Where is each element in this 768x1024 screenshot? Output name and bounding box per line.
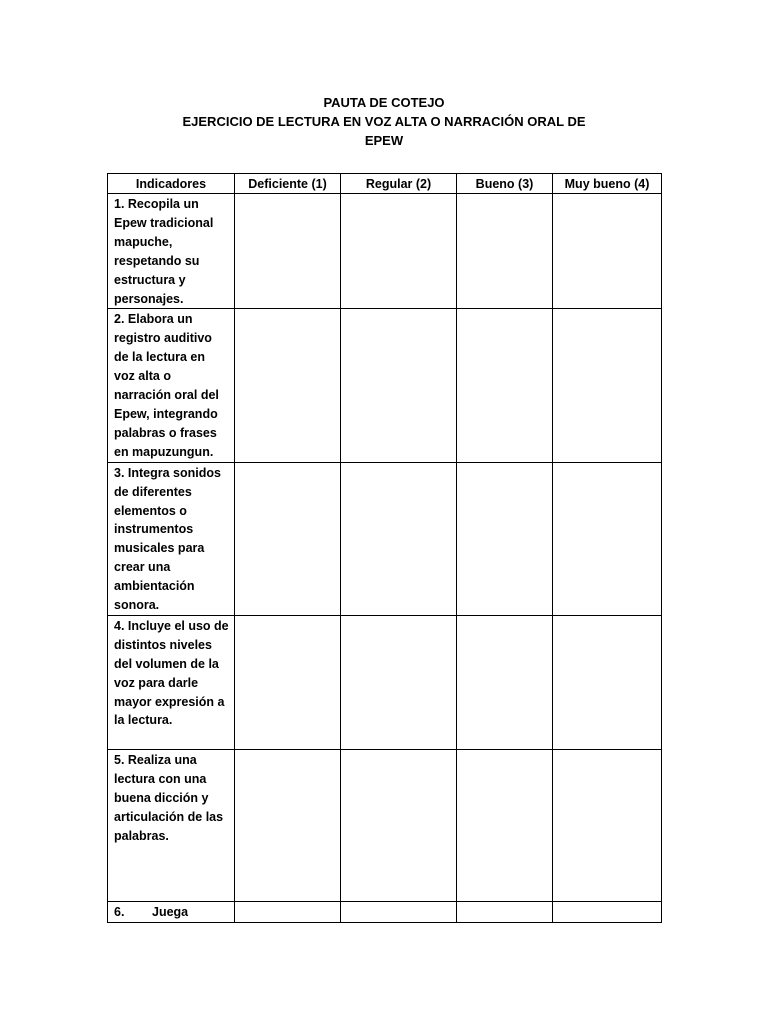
score-cell xyxy=(235,194,341,309)
table-row xyxy=(108,309,662,462)
score-cell xyxy=(457,462,553,615)
score-cell xyxy=(341,194,457,309)
score-cell xyxy=(553,309,662,462)
indicator-cell: 2. Elabora un registro auditivo de la lectura en voz alta o narración oral del Epew, integrando palabras o frases en mapuzungun. xyxy=(108,309,235,462)
title-line-2: EJERCICIO DE LECTURA EN VOZ ALTA O NARRACIÓN ORAL DE xyxy=(182,114,586,129)
header-bueno: Bueno (3) xyxy=(457,174,553,194)
score-cell xyxy=(457,194,553,309)
score-cell xyxy=(235,309,341,462)
table-row xyxy=(108,749,662,901)
indicator-cell: 4. Incluye el uso de distintos niveles del volumen de la voz para darle mayor expresión a la lectura. xyxy=(108,615,235,749)
score-cell xyxy=(457,749,553,901)
indicator-cell: 5. Realiza una lectura con una buena dicción y articulación de las palabras. xyxy=(108,749,235,901)
score-cell xyxy=(553,462,662,615)
row-text: Juega xyxy=(152,904,189,919)
score-cell xyxy=(553,901,662,922)
header-indicadores: Indicadores xyxy=(108,174,235,194)
document-title xyxy=(0,93,768,150)
table-row xyxy=(108,194,662,309)
title-line-1: PAUTA DE COTEJO xyxy=(323,95,445,110)
header-muy-bueno: Muy bueno (4) xyxy=(553,174,662,194)
score-cell xyxy=(341,901,457,922)
table-row xyxy=(108,615,662,749)
score-cell xyxy=(341,749,457,901)
indicator-cell: 3. Integra sonidos de diferentes elementos o instrumentos musicales para crear una ambientación sonora. xyxy=(108,462,235,615)
score-cell xyxy=(553,194,662,309)
score-cell xyxy=(457,901,553,922)
score-cell xyxy=(235,749,341,901)
score-cell xyxy=(553,615,662,749)
score-cell xyxy=(553,749,662,901)
rubric-table xyxy=(107,173,662,923)
score-cell xyxy=(235,462,341,615)
score-cell xyxy=(341,462,457,615)
title-line-3: EPEW xyxy=(364,133,404,148)
score-cell xyxy=(457,309,553,462)
score-cell xyxy=(235,901,341,922)
score-cell xyxy=(457,615,553,749)
header-regular: Regular (2) xyxy=(341,174,457,194)
indicator-cell: 1. Recopila un Epew tradicional mapuche, respetando su estructura y personajes. xyxy=(108,194,235,309)
score-cell xyxy=(341,309,457,462)
row-number: 6. xyxy=(114,904,125,919)
indicator-cell xyxy=(108,901,235,922)
table-row xyxy=(108,462,662,615)
score-cell xyxy=(235,615,341,749)
score-cell xyxy=(341,615,457,749)
header-row xyxy=(108,174,662,194)
table-row xyxy=(108,901,662,922)
header-deficiente: Deficiente (1) xyxy=(235,174,341,194)
